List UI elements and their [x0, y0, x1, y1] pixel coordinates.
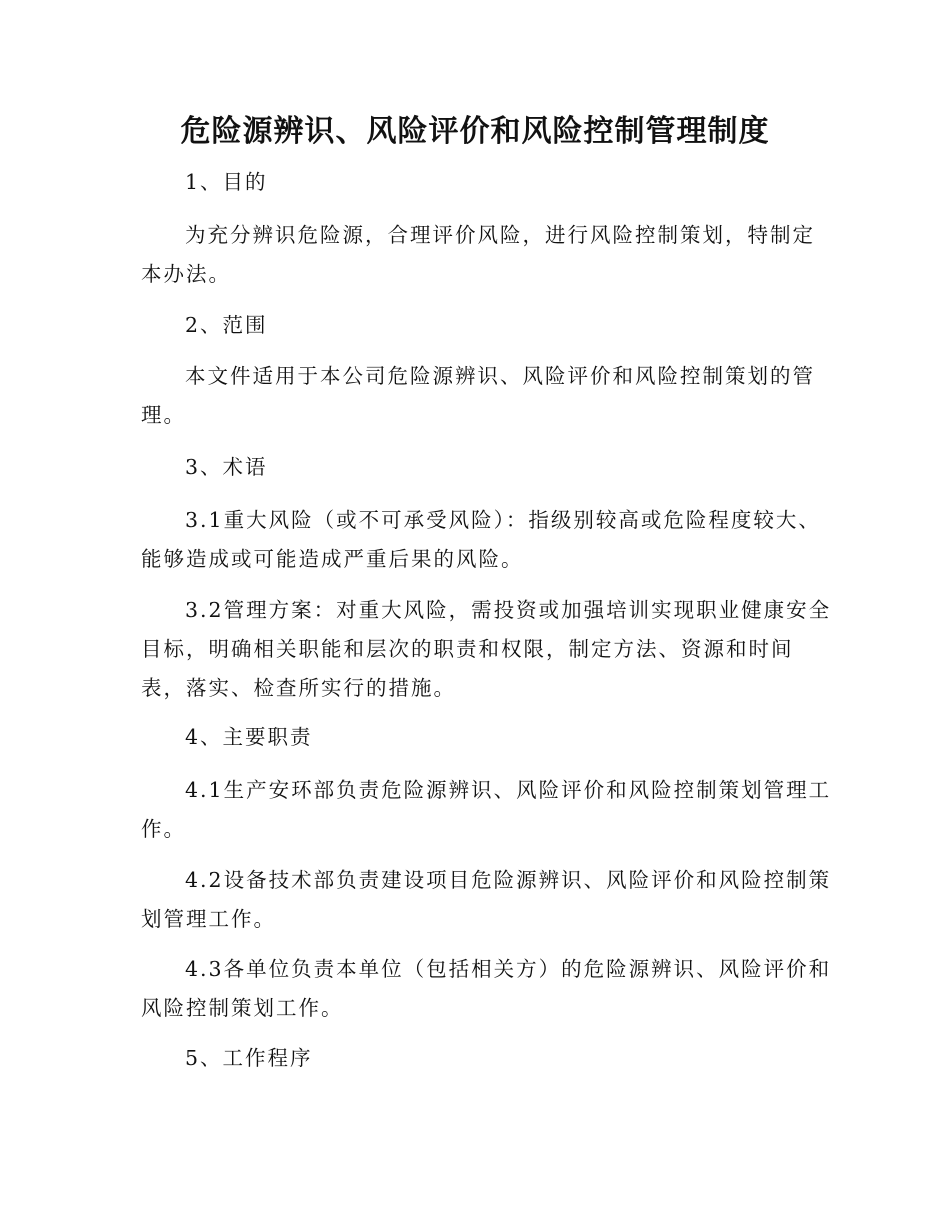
paragraph-line: 4.3各单位负责本单位（包括相关方）的危险源辨识、风险评价和	[185, 957, 832, 981]
paragraph-line: 3.1重大风险（或不可承受风险）：指级别较高或危险程度较大、	[185, 508, 821, 532]
paragraph-line: 作。	[141, 817, 186, 841]
paragraph-line: 划管理工作。	[141, 907, 276, 931]
paragraph-line: 为充分辨识危险源，合理评价风险，进行风险控制策划，特制定	[185, 223, 815, 247]
section-4-heading	[141, 718, 813, 757]
section-2-heading-text: 2、范围	[185, 313, 268, 337]
section-5-heading-text: 5、工作程序	[185, 1046, 313, 1070]
section-3-2-paragraph	[141, 591, 832, 708]
section-1-heading-text: 1、目的	[185, 170, 268, 194]
paragraph-line: 能够造成或可能造成严重后果的风险。	[141, 547, 524, 571]
paragraph-line: 本办法。	[141, 262, 231, 286]
paragraph-line: 4.1生产安环部负责危险源辨识、风险评价和风险控制策划管理工	[185, 778, 832, 802]
paragraph-line: 3.2管理方案：对重大风险，需投资或加强培训实现职业健康安全	[185, 598, 832, 622]
section-5-heading	[141, 1039, 813, 1078]
paragraph-line: 表，落实、检查所实行的措施。	[141, 676, 456, 700]
section-1-paragraph	[141, 216, 813, 294]
paragraph-line: 目标，明确相关职能和层次的职责和权限，制定方法、资源和时间	[141, 637, 794, 661]
paragraph-line: 4.2设备技术部负责建设项目危险源辨识、风险评价和风险控制策	[185, 868, 832, 892]
section-4-2-paragraph	[141, 861, 832, 939]
paragraph-line: 本文件适用于本公司危险源辨识、风险评价和风险控制策划的管	[185, 364, 815, 388]
section-3-heading-text: 3、术语	[185, 455, 268, 479]
section-3-1-paragraph	[141, 501, 821, 579]
section-3-heading	[141, 448, 813, 487]
section-4-1-paragraph	[141, 771, 832, 849]
section-1-heading	[141, 163, 813, 202]
section-2-paragraph	[141, 357, 813, 435]
paragraph-line: 风险控制策划工作。	[141, 996, 344, 1020]
section-4-3-paragraph	[141, 950, 832, 1028]
document-title: 危险源辨识、风险评价和风险控制管理制度	[180, 114, 770, 149]
paragraph-line: 理。	[141, 403, 186, 427]
section-2-heading	[141, 306, 813, 345]
section-4-heading-text: 4、主要职责	[185, 725, 313, 749]
